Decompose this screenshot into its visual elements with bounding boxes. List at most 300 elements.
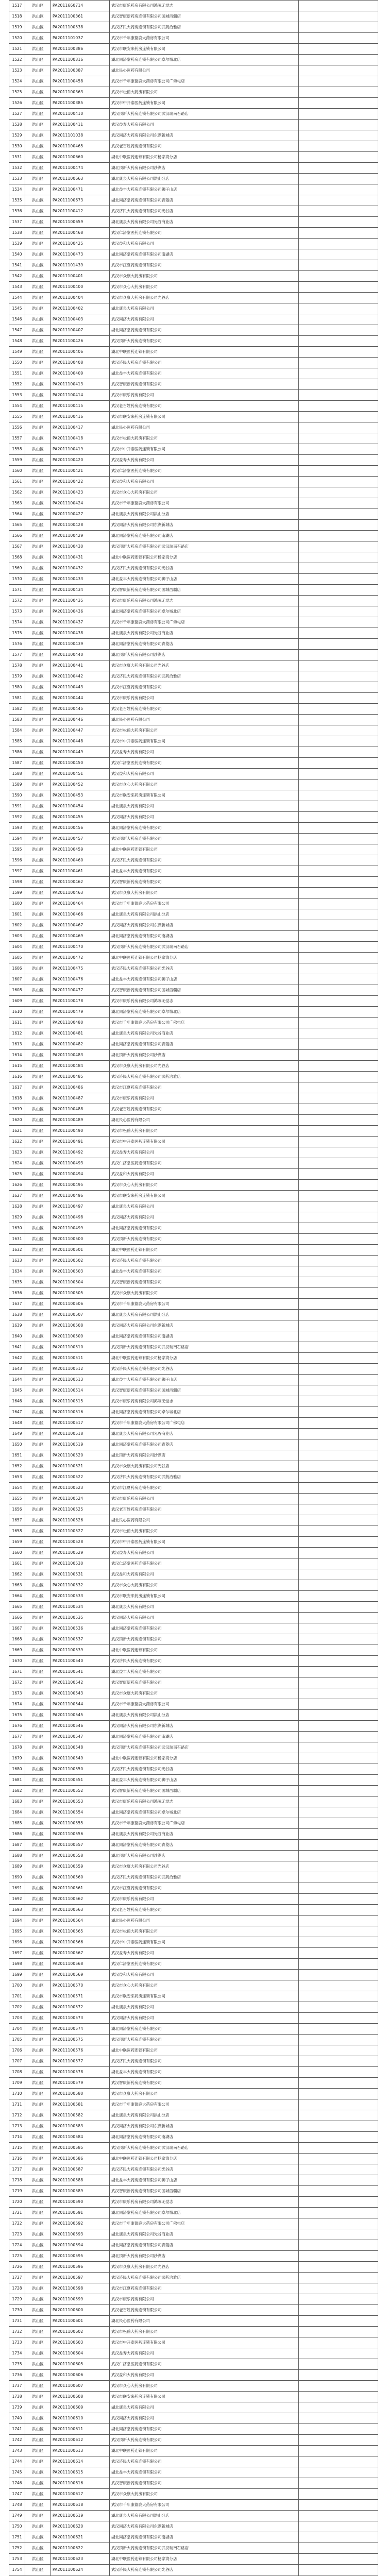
district-cell: 洪山区	[25, 422, 51, 433]
empty-cell	[299, 2186, 378, 2197]
company-name-cell: 湖北民心医药有限公司	[110, 422, 299, 433]
district-cell: 洪山区	[25, 1439, 51, 1450]
empty-cell	[299, 2110, 378, 2121]
empty-cell	[299, 1602, 378, 1613]
empty-cell	[299, 422, 378, 433]
empty-cell	[299, 2478, 378, 2489]
district-cell: 洪山区	[25, 1926, 51, 1937]
row-number-cell: 1591	[9, 801, 25, 812]
table-row	[9, 1472, 378, 1483]
empty-cell	[299, 2240, 378, 2251]
row-number-cell: 1649	[9, 1429, 25, 1439]
license-number-cell: PA2011100506	[51, 1299, 110, 1310]
empty-cell	[299, 2067, 378, 2078]
district-cell: 洪山区	[25, 1093, 51, 1104]
empty-cell	[299, 585, 378, 596]
district-cell: 洪山区	[25, 617, 51, 628]
company-name-cell: 武汉市千年康德鹿大药房有限公司	[110, 899, 299, 909]
row-number-cell: 1745	[9, 2467, 25, 2478]
company-name-cell: 武汉同济大药房有限公司	[110, 1613, 299, 1623]
district-cell: 洪山区	[25, 2467, 51, 2478]
row-number-cell: 1666	[9, 1613, 25, 1623]
license-number-cell: PA2011100460	[51, 855, 110, 866]
company-name-cell: 武汉市众康大药房有限公司	[110, 888, 299, 899]
license-number-cell: PA2011100659	[51, 217, 110, 228]
license-number-cell: PA2011100555	[51, 1818, 110, 1829]
company-name-cell: 湖北民心医药有限公司	[110, 2316, 299, 2327]
district-cell: 洪山区	[25, 2045, 51, 2056]
company-name-cell: 湖北顶新大药房有限公司沙湖店	[110, 1450, 299, 1461]
empty-cell	[299, 1753, 378, 1764]
company-name-cell: 湖北康泉大药房有限公司	[110, 303, 299, 314]
license-number-cell: PA2011100583	[51, 2121, 110, 2132]
empty-cell	[299, 715, 378, 725]
license-number-cell: PA2011100536	[51, 1623, 110, 1634]
license-number-cell: PA2011100500	[51, 1234, 110, 1245]
license-number-cell: PA2011100316	[51, 55, 110, 65]
license-number-cell: PA2011100546	[51, 1721, 110, 1732]
district-cell: 洪山区	[25, 1158, 51, 1169]
district-cell: 洪山区	[25, 909, 51, 920]
empty-cell	[299, 2489, 378, 2500]
district-cell: 洪山区	[25, 2489, 51, 2500]
license-number-cell: PA2011100595	[51, 2251, 110, 2262]
company-name-cell: 武汉智康新药房连锁有限公司国城西疆店	[110, 11, 299, 22]
district-cell: 洪山区	[25, 109, 51, 120]
table-row	[9, 1191, 378, 1201]
district-cell: 洪山区	[25, 1385, 51, 1396]
district-cell: 洪山区	[25, 660, 51, 671]
table-row	[9, 2078, 378, 2089]
empty-cell	[299, 1872, 378, 1883]
company-name-cell: 武汉益寿大药房有限公司	[110, 747, 299, 758]
license-number-cell: PA2011100623	[51, 2554, 110, 2565]
empty-cell	[299, 314, 378, 325]
table-row	[9, 2294, 378, 2305]
table-row	[9, 1710, 378, 1721]
table-row	[9, 1288, 378, 1299]
company-name-cell: 武汉智康新药房连锁有限公司国城西疆店	[110, 1786, 299, 1797]
row-number-cell: 1624	[9, 1158, 25, 1169]
company-name-cell: 武汉市中开泰医药连锁有限公司	[110, 1537, 299, 1548]
empty-cell	[299, 650, 378, 660]
table-row	[9, 336, 378, 347]
district-cell: 洪山区	[25, 1, 51, 11]
table-row	[9, 747, 378, 758]
district-cell: 洪山区	[25, 1829, 51, 1840]
company-name-cell: 武汉市千年康德鹿大药房有限公司	[110, 2500, 299, 2511]
table-row	[9, 585, 378, 596]
table-row	[9, 2337, 378, 2348]
empty-cell	[299, 1234, 378, 1245]
district-cell: 洪山区	[25, 1959, 51, 1970]
company-name-cell: 湖北益丰大药房连锁有限公司	[110, 368, 299, 379]
empty-cell	[299, 2435, 378, 2446]
empty-cell	[299, 920, 378, 931]
district-cell: 洪山区	[25, 1104, 51, 1115]
empty-cell	[299, 477, 378, 487]
company-name-cell: 武汉市康乐药房有限公司鸿啄无觉志	[110, 996, 299, 1007]
license-number-cell: PA2011100522	[51, 1472, 110, 1483]
company-name-cell: 湖北康泉大药房有限公司	[110, 2002, 299, 2013]
district-cell: 洪山区	[25, 1375, 51, 1385]
row-number-cell: 1730	[9, 2305, 25, 2316]
district-cell: 洪山区	[25, 1018, 51, 1028]
row-number-cell: 1635	[9, 1277, 25, 1288]
table-row	[9, 33, 378, 44]
row-number-cell: 1720	[9, 2197, 25, 2208]
district-cell: 洪山区	[25, 1072, 51, 1082]
row-number-cell: 1653	[9, 1472, 25, 1483]
table-row	[9, 239, 378, 249]
company-name-cell: 武汉仁济堂医药连锁有限公司	[110, 758, 299, 769]
company-name-cell: 武汉市联安来药房连锁有限公司	[110, 44, 299, 55]
company-name-cell: 武汉市众康大药房有限公司光谷店	[110, 2262, 299, 2273]
table-row	[9, 2262, 378, 2273]
license-number-cell: PA2011100477	[51, 985, 110, 996]
district-cell: 洪山区	[25, 2251, 51, 2262]
license-number-cell: PA2011100416	[51, 412, 110, 422]
empty-cell	[299, 390, 378, 401]
company-name-cell: 湖北中联医药连锁有限公司	[110, 2045, 299, 2056]
license-number-cell: PA2011100601	[51, 2316, 110, 2327]
table-row	[9, 877, 378, 888]
district-cell: 洪山区	[25, 239, 51, 249]
table-row	[9, 2348, 378, 2359]
license-number-cell: PA2011100442	[51, 671, 110, 682]
empty-cell	[299, 87, 378, 98]
row-number-cell: 1520	[9, 33, 25, 44]
license-number-cell: PA2011100505	[51, 1288, 110, 1299]
company-name-cell: 武汉智康新药房连锁有限公司国城西疆店	[110, 985, 299, 996]
license-number-cell: PA2011100596	[51, 2262, 110, 2273]
company-name-cell: 武汉仁济堂医药连锁有限公司	[110, 1558, 299, 1569]
license-number-cell: PA2011100527	[51, 1526, 110, 1537]
company-name-cell: 武汉益寿大药房有限公司	[110, 455, 299, 466]
district-cell: 洪山区	[25, 1710, 51, 1721]
district-cell: 洪山区	[25, 2099, 51, 2110]
row-number-cell: 1569	[9, 563, 25, 574]
district-cell: 洪山区	[25, 2456, 51, 2467]
row-number-cell: 1692	[9, 1894, 25, 1905]
company-name-cell: 湖北顶新大药房有限公司沙湖店	[110, 2251, 299, 2262]
company-name-cell: 武汉济民大药房连锁有限公司	[110, 358, 299, 368]
district-cell: 洪山区	[25, 390, 51, 401]
row-number-cell: 1560	[9, 466, 25, 477]
table-row	[9, 1732, 378, 1742]
table-row	[9, 1558, 378, 1569]
license-number-cell: PA2011100425	[51, 239, 110, 249]
empty-cell	[299, 1786, 378, 1797]
table-row	[9, 1137, 378, 1147]
district-cell: 洪山区	[25, 812, 51, 823]
license-number-cell: PA2011100564	[51, 1916, 110, 1926]
table-row	[9, 249, 378, 260]
row-number-cell: 1606	[9, 963, 25, 974]
district-cell: 洪山区	[25, 141, 51, 152]
license-number-cell: PA2011100472	[51, 953, 110, 963]
district-cell: 洪山区	[25, 2035, 51, 2045]
empty-cell	[299, 617, 378, 628]
license-number-cell: PA2011100554	[51, 1807, 110, 1818]
company-name-cell: 武汉同济大药房有限公司东湖新城店	[110, 130, 299, 141]
empty-cell	[299, 358, 378, 368]
empty-cell	[299, 2262, 378, 2273]
table-row	[9, 87, 378, 98]
empty-cell	[299, 520, 378, 531]
company-name-cell: 湖北同济堂药房连锁有限公司青菱店	[110, 1439, 299, 1450]
table-row	[9, 812, 378, 823]
company-name-cell: 湖北康泉大药房有限公司洪山分店	[110, 174, 299, 184]
empty-cell	[299, 433, 378, 444]
table-row	[9, 617, 378, 628]
empty-cell	[299, 120, 378, 130]
empty-cell	[299, 1818, 378, 1829]
district-cell: 洪山区	[25, 336, 51, 347]
table-row	[9, 1807, 378, 1818]
district-cell: 洪山区	[25, 455, 51, 466]
empty-cell	[299, 2532, 378, 2543]
row-number-cell: 1570	[9, 574, 25, 585]
company-name-cell: 武汉市江夏药房连锁有限公司	[110, 1082, 299, 1093]
row-number-cell: 1673	[9, 1688, 25, 1699]
company-name-cell: 武汉济民大药房连锁有限公司	[110, 1256, 299, 1266]
row-number-cell: 1727	[9, 2273, 25, 2283]
license-number-cell: PA2011100520	[51, 1450, 110, 1461]
company-name-cell: 湖北中联医药连锁有限公司	[110, 844, 299, 855]
empty-cell	[299, 509, 378, 520]
district-cell: 洪山区	[25, 271, 51, 282]
empty-cell	[299, 1418, 378, 1429]
row-number-cell: 1690	[9, 1872, 25, 1883]
table-row	[9, 260, 378, 271]
company-name-cell: 湖北益丰大药房连锁有限公司狮子山店	[110, 1775, 299, 1786]
license-number-cell: PA2011100515	[51, 1396, 110, 1407]
district-cell: 洪山区	[25, 303, 51, 314]
table-row	[9, 1580, 378, 1591]
district-cell: 洪山区	[25, 11, 51, 22]
district-cell: 洪山区	[25, 1786, 51, 1797]
row-number-cell: 1552	[9, 379, 25, 390]
company-name-cell: 湖北同济堂药房连锁有限公司卓尔城北店	[110, 1007, 299, 1018]
row-number-cell: 1545	[9, 303, 25, 314]
district-cell: 洪山区	[25, 2554, 51, 2565]
table-row	[9, 2208, 378, 2218]
license-number-cell: PA2011100614	[51, 2456, 110, 2467]
table-row	[9, 1104, 378, 1115]
company-name-cell: 湖北顶新大药房有限公司沙湖店	[110, 163, 299, 174]
district-cell: 洪山区	[25, 704, 51, 715]
company-name-cell: 武汉同济大药房有限公司东湖新城店	[110, 520, 299, 531]
table-row	[9, 1494, 378, 1504]
license-number-cell: PA2011100438	[51, 628, 110, 639]
empty-cell	[299, 2089, 378, 2099]
license-number-cell: PA2011100600	[51, 2305, 110, 2316]
company-name-cell: 武汉市联安来药房连锁有限公司	[110, 1591, 299, 1602]
company-name-cell: 湖北康泉大药房有限公司光谷商业店	[110, 1829, 299, 1840]
company-name-cell: 湖北顶新大药房有限公司沙湖店	[110, 650, 299, 660]
license-number-cell: PA2011100511	[51, 1353, 110, 1364]
empty-cell	[299, 2565, 378, 2575]
table-row	[9, 1158, 378, 1169]
district-cell: 洪山区	[25, 563, 51, 574]
company-name-cell: 武汉济民大药房连锁有限公司武药洽雅店	[110, 1072, 299, 1082]
table-row	[9, 1169, 378, 1180]
table-row	[9, 552, 378, 563]
empty-cell	[299, 1926, 378, 1937]
empty-cell	[299, 2392, 378, 2402]
row-number-cell: 1547	[9, 325, 25, 336]
table-row	[9, 888, 378, 899]
empty-cell	[299, 1180, 378, 1191]
license-number-cell: PA2011101038	[51, 130, 110, 141]
license-number-cell: PA2011100517	[51, 1418, 110, 1429]
row-number-cell: 1731	[9, 2316, 25, 2327]
row-number-cell: 1647	[9, 1407, 25, 1418]
table-row	[9, 2554, 378, 2565]
empty-cell	[299, 888, 378, 899]
row-number-cell: 1567	[9, 541, 25, 552]
empty-cell	[299, 1494, 378, 1504]
company-name-cell: 湖北康泉大药房有限公司光谷商业店	[110, 217, 299, 228]
license-number-cell: PA2011100584	[51, 2132, 110, 2143]
district-cell: 洪山区	[25, 996, 51, 1007]
license-number-cell: PA2011100593	[51, 2229, 110, 2240]
company-name-cell: 武汉市松鹤大药房有限公司	[110, 1526, 299, 1537]
row-number-cell: 1575	[9, 628, 25, 639]
row-number-cell: 1705	[9, 2035, 25, 2045]
empty-cell	[299, 1764, 378, 1775]
license-number-cell: PA2011100494	[51, 1169, 110, 1180]
table-row	[9, 2154, 378, 2164]
company-name-cell: 武汉市千年康德鹿大药房有限公司	[110, 33, 299, 44]
row-number-cell: 1668	[9, 1634, 25, 1645]
company-name-cell: 武汉市康乐药房有限公司鸿啄无觉志	[110, 1797, 299, 1807]
license-number-cell: PA2011100435	[51, 596, 110, 606]
license-number-cell: PA2011100519	[51, 1439, 110, 1450]
company-name-cell: 湖北益丰大药房连锁有限公司	[110, 866, 299, 877]
empty-cell	[299, 11, 378, 22]
license-number-cell: PA2011100612	[51, 2435, 110, 2446]
company-name-cell: 武汉益和大药房有限公司	[110, 1970, 299, 1980]
district-cell: 洪山区	[25, 325, 51, 336]
empty-cell	[299, 444, 378, 455]
row-number-cell: 1519	[9, 22, 25, 33]
company-name-cell: 武汉市千年康德鹿大药房有限公司	[110, 498, 299, 509]
license-number-cell: PA2011100539	[51, 1645, 110, 1656]
empty-cell	[299, 2013, 378, 2024]
district-cell: 洪山区	[25, 347, 51, 358]
license-number-cell: PA2011100469	[51, 931, 110, 942]
table-row	[9, 152, 378, 163]
company-name-cell: 湖北同济堂药房连锁有限公司卓尔城北店	[110, 1807, 299, 1818]
row-number-cell: 1663	[9, 1580, 25, 1591]
company-name-cell: 武汉智康新药房连锁有限公司国城西疆店	[110, 1385, 299, 1396]
table-row	[9, 174, 378, 184]
row-number-cell: 1517	[9, 1, 25, 11]
company-name-cell: 武汉济民大药房连锁有限公司光谷店	[110, 206, 299, 217]
company-name-cell: 武汉仁济堂医药连锁有限公司	[110, 228, 299, 239]
row-number-cell: 1573	[9, 606, 25, 617]
empty-cell	[299, 2283, 378, 2294]
district-cell: 洪山区	[25, 2359, 51, 2370]
empty-cell	[299, 2413, 378, 2424]
company-name-cell: 湖北同济堂药房连锁有限公司青菱店	[110, 639, 299, 650]
company-name-cell: 武汉市中开泰医药连锁有限公司	[110, 1137, 299, 1147]
license-number-cell: PA2011100590	[51, 2197, 110, 2208]
district-cell: 洪山区	[25, 1256, 51, 1266]
table-row	[9, 704, 378, 715]
row-number-cell: 1664	[9, 1591, 25, 1602]
row-number-cell: 1546	[9, 314, 25, 325]
license-number-cell: PA2011100531	[51, 1569, 110, 1580]
table-row	[9, 379, 378, 390]
row-number-cell: 1537	[9, 217, 25, 228]
empty-cell	[299, 55, 378, 65]
row-number-cell: 1746	[9, 2478, 25, 2489]
row-number-cell: 1634	[9, 1266, 25, 1277]
company-name-cell: 武汉济民大药房连锁有限公司光谷店	[110, 963, 299, 974]
company-name-cell: 湖北同济堂药房连锁有限公司	[110, 2424, 299, 2435]
district-cell: 洪山区	[25, 2110, 51, 2121]
row-number-cell: 1667	[9, 1623, 25, 1634]
empty-cell	[299, 44, 378, 55]
table-row	[9, 2175, 378, 2186]
row-number-cell: 1701	[9, 1991, 25, 2002]
row-number-cell: 1695	[9, 1926, 25, 1937]
empty-cell	[299, 239, 378, 249]
table-row	[9, 2446, 378, 2456]
company-name-cell: 武汉顶新大药房连锁有限公司	[110, 336, 299, 347]
empty-cell	[299, 174, 378, 184]
company-name-cell: 湖北康泉大药房有限公司	[110, 1602, 299, 1613]
company-name-cell: 武汉市联安来药房连锁有限公司	[110, 412, 299, 422]
row-number-cell: 1697	[9, 1948, 25, 1959]
empty-cell	[299, 22, 378, 33]
table-row	[9, 498, 378, 509]
table-row	[9, 1050, 378, 1061]
district-cell: 洪山区	[25, 931, 51, 942]
row-number-cell: 1716	[9, 2154, 25, 2164]
empty-cell	[299, 1385, 378, 1396]
company-name-cell: 武汉同济大药房有限公司东湖新城店	[110, 2521, 299, 2532]
row-number-cell: 1688	[9, 1851, 25, 1861]
license-number-cell: PA2011100465	[51, 141, 110, 152]
empty-cell	[299, 1331, 378, 1342]
district-cell: 洪山区	[25, 401, 51, 412]
district-cell: 洪山区	[25, 1905, 51, 1916]
empty-cell	[299, 985, 378, 996]
table-row	[9, 314, 378, 325]
table-row	[9, 693, 378, 704]
table-row	[9, 2067, 378, 2078]
empty-cell	[299, 747, 378, 758]
table-row	[9, 368, 378, 379]
row-number-cell: 1643	[9, 1364, 25, 1375]
district-cell: 洪山区	[25, 1732, 51, 1742]
empty-cell	[299, 1115, 378, 1126]
row-number-cell: 1574	[9, 617, 25, 628]
empty-cell	[299, 2208, 378, 2218]
table-row	[9, 996, 378, 1007]
table-row	[9, 1234, 378, 1245]
row-number-cell: 1687	[9, 1840, 25, 1851]
district-cell: 洪山区	[25, 1569, 51, 1580]
empty-cell	[299, 2294, 378, 2305]
district-cell: 洪山区	[25, 1201, 51, 1212]
district-cell: 洪山区	[25, 2197, 51, 2208]
empty-cell	[299, 2500, 378, 2511]
